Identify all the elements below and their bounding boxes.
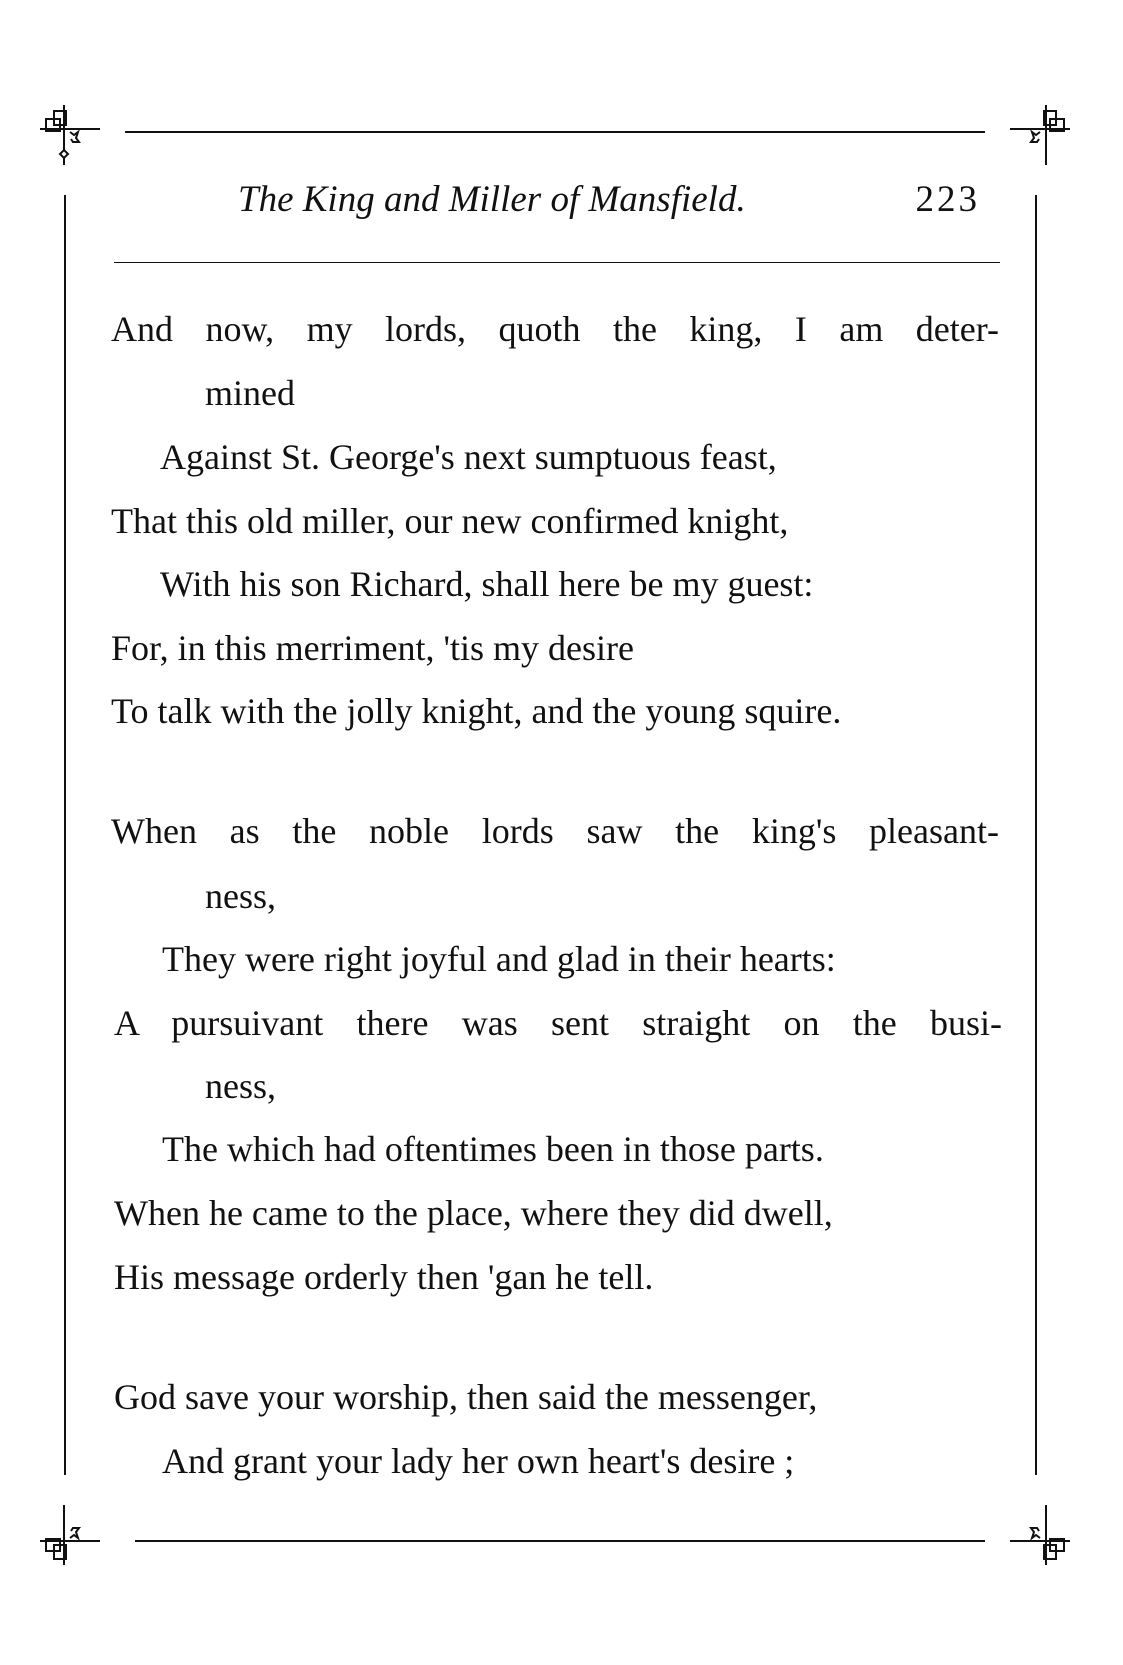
verse-line: His message orderly then 'gan he tell. bbox=[114, 1257, 654, 1297]
verse-line: Against St. George's next sumptuous feast, bbox=[160, 437, 777, 477]
verse-line: mined bbox=[205, 373, 295, 413]
header-rule bbox=[114, 262, 1000, 263]
page-number: 223 bbox=[915, 179, 980, 220]
border-top bbox=[125, 131, 985, 133]
border-right bbox=[1035, 195, 1037, 1475]
verse-line: They were right joyful and glad in their hearts: bbox=[162, 939, 836, 979]
corner-ornament-icon bbox=[1010, 1505, 1070, 1565]
running-title: The King and Miller of Mansfield. bbox=[238, 179, 746, 220]
verse-line: For, in this merriment, 'tis my desire bbox=[111, 628, 634, 668]
verse-line: That this old miller, our new confirmed knight, bbox=[111, 501, 789, 541]
verse-line: And grant your lady her own heart's desire ; bbox=[162, 1441, 795, 1481]
verse-line: God save your worship, then said the messenger, bbox=[114, 1377, 818, 1417]
verse-line: ness, bbox=[205, 876, 276, 916]
corner-ornament-icon bbox=[40, 1505, 100, 1565]
verse-line: And now, my lords, quoth the king, I am deter- bbox=[111, 309, 999, 349]
corner-ornament-icon bbox=[40, 105, 100, 165]
verse-line: With his son Richard, shall here be my guest: bbox=[160, 564, 814, 604]
verse-line: A pursuivant there was sent straight on the busi- bbox=[114, 1003, 1002, 1043]
corner-ornament-icon bbox=[1010, 105, 1070, 165]
verse-line: ness, bbox=[205, 1066, 276, 1106]
verse-line: To talk with the jolly knight, and the young squire. bbox=[111, 691, 842, 731]
verse-line: When he came to the place, where they did dwell, bbox=[114, 1193, 833, 1233]
verse-line: When as the noble lords saw the king's pleasant- bbox=[111, 811, 999, 851]
verse-line: The which had oftentimes been in those parts. bbox=[162, 1129, 824, 1169]
border-left bbox=[64, 195, 66, 1475]
border-bottom bbox=[135, 1540, 985, 1542]
